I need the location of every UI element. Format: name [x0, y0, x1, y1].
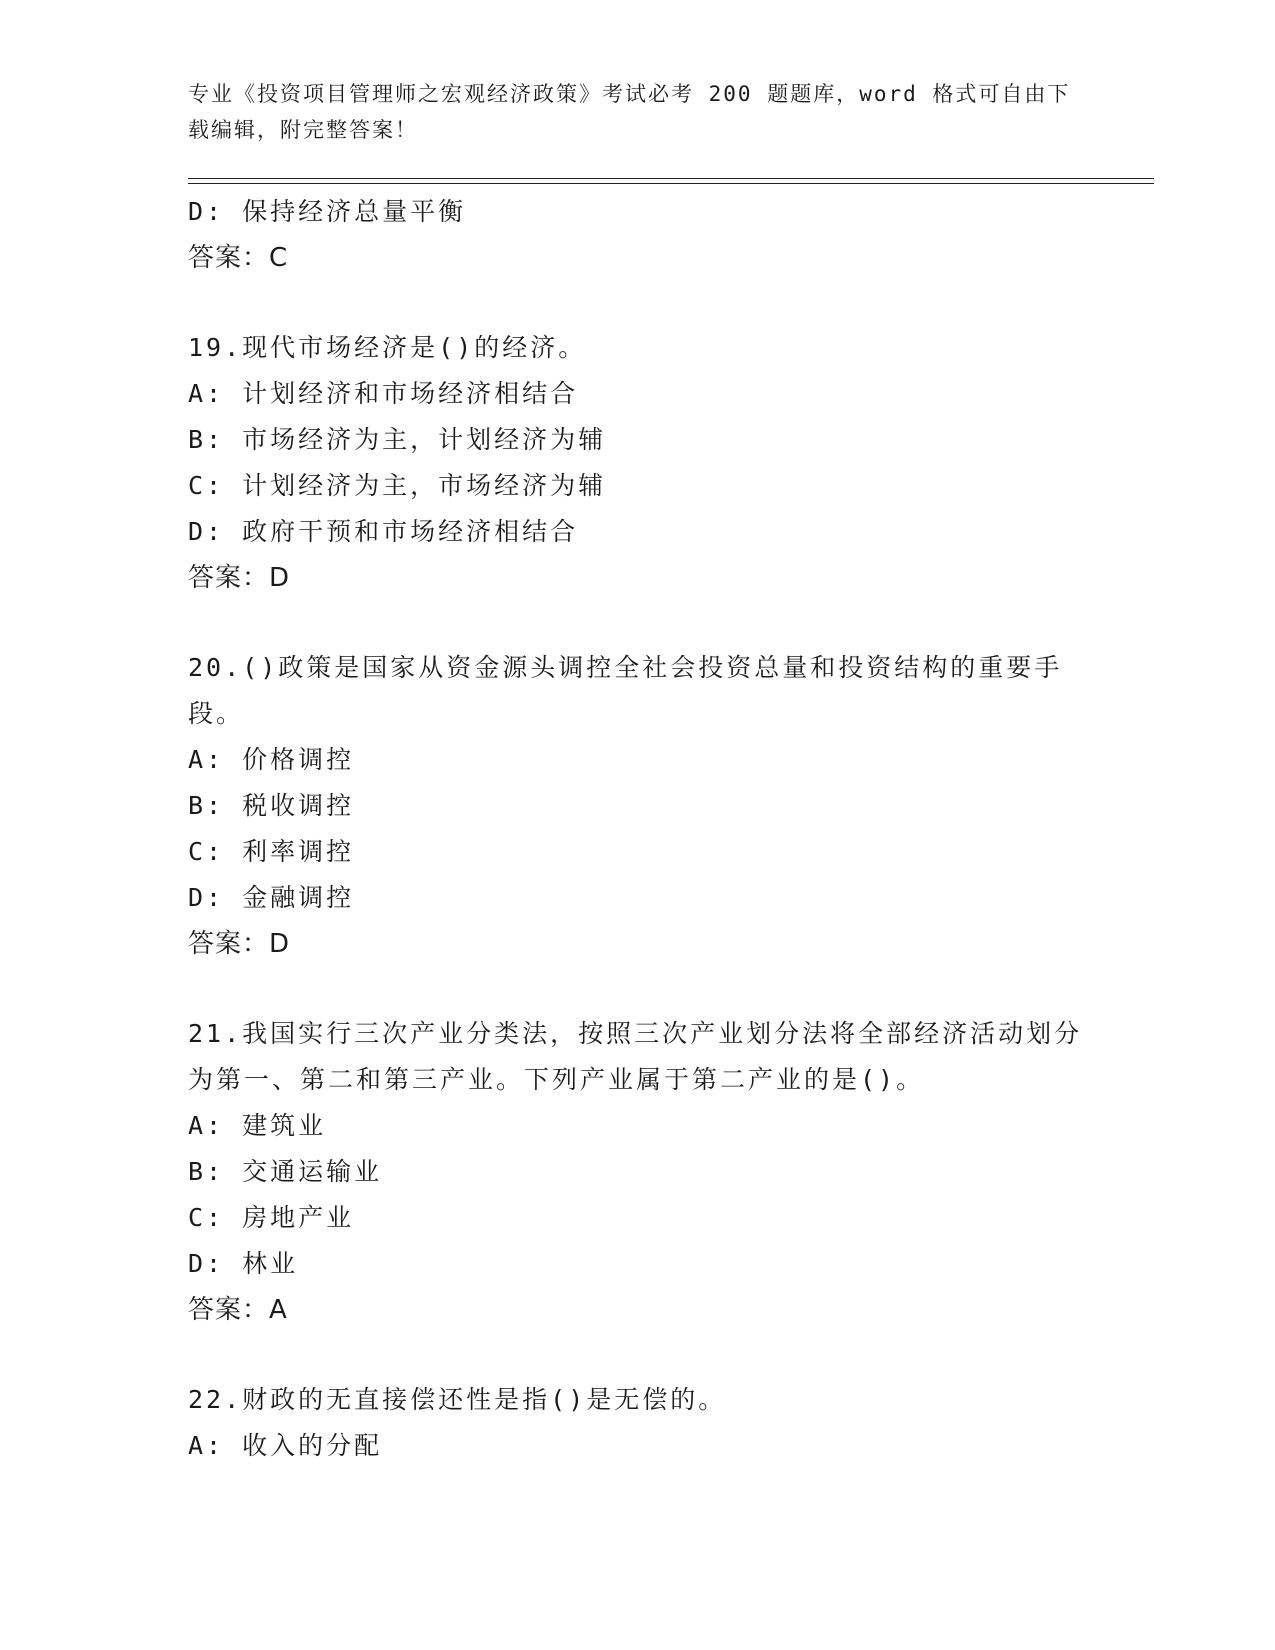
answer: 答案：C: [188, 243, 289, 273]
option-d: D: 林业: [188, 1249, 299, 1278]
option-a: A: 计划经济和市场经济相结合: [188, 379, 579, 408]
question-19: [188, 325, 1088, 601]
answer: 答案：D: [188, 929, 291, 959]
header-divider-top: [188, 178, 1154, 179]
answer: 答案：A: [188, 1295, 288, 1325]
option-a: A: 价格调控: [188, 745, 355, 774]
question-stem: 22.财政的无直接偿还性是指()是无偿的。: [188, 1385, 727, 1414]
question-stem: 21.我国实行三次产业分类法，按照三次产业划分法将全部经济活动划分为第一、第二和第三产业。下列产业属于第二产业的是()。: [188, 1019, 1083, 1094]
question-22: [188, 1377, 1088, 1469]
option-c: C: 利率调控: [188, 837, 355, 866]
spacer: [188, 1333, 1088, 1377]
question-18-tail: [188, 189, 1088, 281]
option-b: B: 市场经济为主，计划经济为辅: [188, 425, 607, 454]
option-d: D: 政府干预和市场经济相结合: [188, 517, 579, 546]
option-a: A: 建筑业: [188, 1111, 327, 1140]
option-b: B: 税收调控: [188, 791, 355, 820]
spacer: [188, 967, 1088, 1011]
header-divider-bottom: [188, 183, 1154, 184]
option-d: D: 金融调控: [188, 883, 355, 912]
question-stem: 19.现代市场经济是()的经济。: [188, 333, 587, 362]
question-list: [188, 189, 1088, 1469]
question-stem: 20.()政策是国家从资金源头调控全社会投资总量和投资结构的重要手段。: [188, 653, 1063, 728]
answer: 答案：D: [188, 563, 291, 593]
option-c: C: 房地产业: [188, 1203, 355, 1232]
document-header: 专业《投资项目管理师之宏观经济政策》考试必考 200 题题库，word 格式可自由下载编辑，附完整答案！: [188, 82, 1071, 142]
spacer: [188, 601, 1088, 645]
question-20: [188, 645, 1088, 967]
option-a: A: 收入的分配: [188, 1431, 383, 1460]
option-b: B: 交通运输业: [188, 1157, 383, 1186]
question-21: [188, 1011, 1088, 1333]
option-d: D: 保持经济总量平衡: [188, 197, 467, 226]
option-c: C: 计划经济为主，市场经济为辅: [188, 471, 607, 500]
spacer: [188, 281, 1088, 325]
